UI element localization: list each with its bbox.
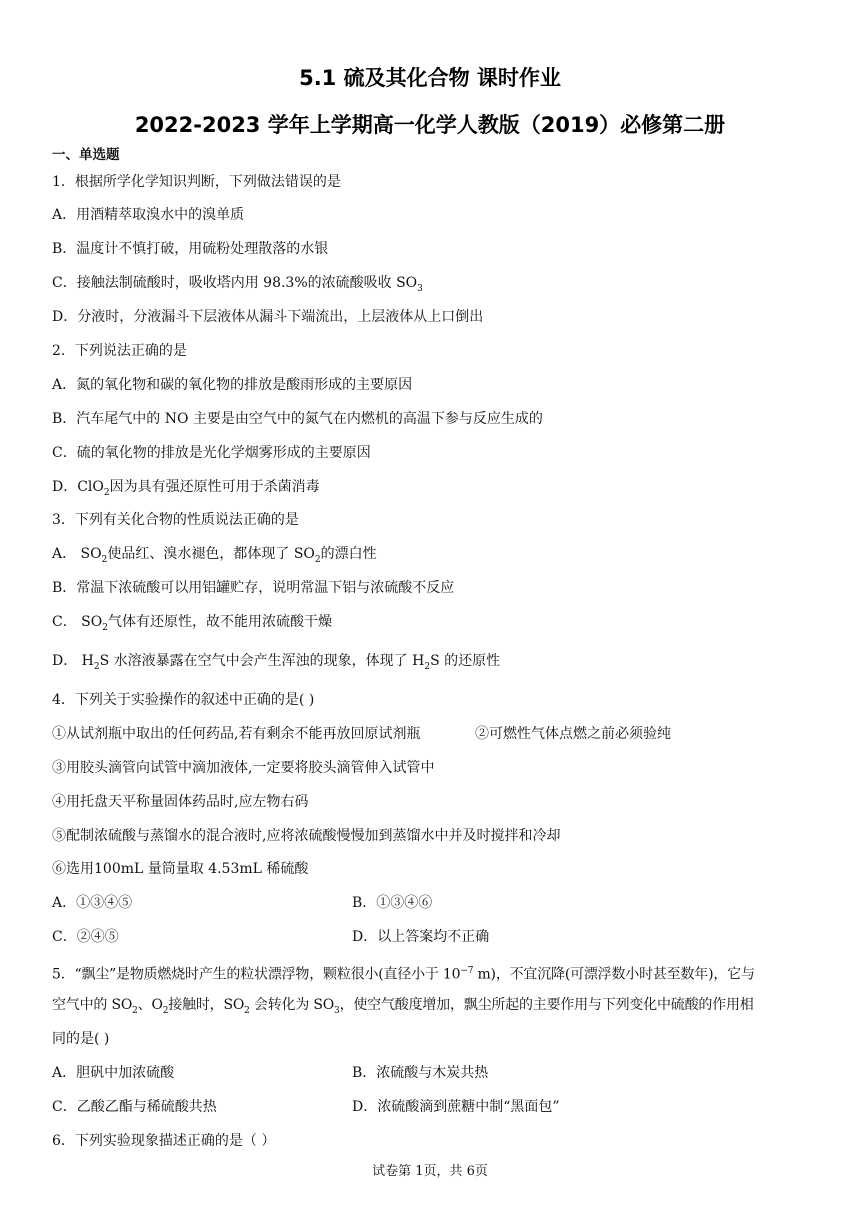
q4-statement-5: ⑤配制浓硫酸与蒸馏水的混合液时,应将浓硫酸慢慢加到蒸馏水中并及时搅拌和冷却 [52, 828, 561, 844]
q2-option-d: D．ClO$_2$因为具有强还原性可用于杀菌消毒 [52, 479, 320, 498]
q1-stem: 1．根据所学化学知识判断，下列做法错误的是 [52, 174, 341, 190]
q4-statement-1: ①从试剂瓶中取出的任何药品,若有剩余不能再放回原试剂瓶 [52, 726, 421, 742]
page-footer: 试卷第 1页，共 6页 [372, 1164, 488, 1179]
q4-option-d: D．以上答案均不正确 [352, 929, 490, 945]
q5-option-c: C．乙酸乙酯与稀硫酸共热 [52, 1099, 217, 1115]
section-heading: 一、单选题 [52, 147, 120, 163]
q3-option-b: B．常温下浓硫酸可以用铝罐贮存，说明常温下铝与浓硫酸不反应 [52, 580, 455, 596]
q3-stem: 3．下列有关化合物的性质说法正确的是 [52, 512, 299, 528]
title-line-2: 2022-2023 学年上学期高一化学人教版（2019）必修第二册 [134, 113, 726, 137]
q2-stem: 2．下列说法正确的是 [52, 343, 187, 359]
q1-option-b: B．温度计不慎打破，用硫粉处理散落的水银 [52, 241, 329, 257]
q5-option-b: B．浓硫酸与木炭共热 [352, 1065, 489, 1081]
q3-option-d: D． $H_2S$ 水溶液暴露在空气中会产生浑浊的现象，体现了 $H_2S$ 的还原性 [52, 653, 501, 672]
q5-stem-line-3: 同的是( ) [52, 1031, 110, 1047]
q4-statement-4: ④用托盘天平称量固体药品时,应左物右码 [52, 794, 309, 810]
q4-statement-6: ⑥选用100mL 量筒量取 4.53mL 稀硫酸 [52, 861, 309, 877]
q5-stem-line-2: 空气中的 $SO_2$、$O_2$接触时，$SO_2$ 会转化为 $SO_3$，使空气酸度增加，飘尘所起的主要作用与下列变化中硫酸的作用相 [52, 997, 754, 1016]
q6-stem: 6．下列实验现象描述正确的是（ ） [52, 1133, 276, 1149]
q2-option-c: C．硫的氧化物的排放是光化学烟雾形成的主要原因 [52, 445, 371, 461]
q5-stem-line-1: 5．“飘尘”是物质燃烧时产生的粒状漂浮物，颗粒很小(直径小于 $10^{-7}$ m)，不宜沉降(可漂浮数小时甚至数年)，它与 [52, 966, 755, 983]
q1-option-c: C．接触法制硫酸时，吸收塔内用 98.3%的浓硫酸吸收 $SO_3$ [52, 275, 423, 294]
q5-option-d: D．浓硫酸滴到蔗糖中制“黑面包” [352, 1099, 560, 1115]
q2-option-a: A．氮的氧化物和碳的氧化物的排放是酸雨形成的主要原因 [52, 377, 413, 393]
q4-stem: 4．下列关于实验操作的叙述中正确的是( ) [52, 692, 315, 708]
q4-statement-3: ③用胶头滴管向试管中滴加液体,一定要将胶头滴管伸入试管中 [52, 760, 435, 776]
q2-option-b: B．汽车尾气中的 NO 主要是由空气中的氮气在内燃机的高温下参与反应生成的 [52, 411, 543, 427]
q4-option-b: B．①③④⑥ [352, 895, 433, 911]
q3-option-a: A． $SO_2$使品红、溴水褪色，都体现了 $SO_2$的漂白性 [52, 546, 377, 565]
q1-option-a: A．用酒精萃取溴水中的溴单质 [52, 207, 245, 223]
q3-option-c: C． $SO_2$气体有还原性，故不能用浓硫酸干燥 [52, 614, 332, 633]
title-line-1: 5.1 硫及其化合物 课时作业 [299, 66, 561, 90]
q5-option-a: A．胆矾中加浓硫酸 [52, 1065, 175, 1081]
q4-option-c: C．②④⑤ [52, 929, 119, 945]
q4-option-a: A．①③④⑤ [52, 895, 133, 911]
q4-statement-2: ②可燃性气体点燃之前必须验纯 [475, 726, 671, 742]
q1-option-d: D．分液时，分液漏斗下层液体从漏斗下端流出，上层液体从上口倒出 [52, 309, 484, 325]
